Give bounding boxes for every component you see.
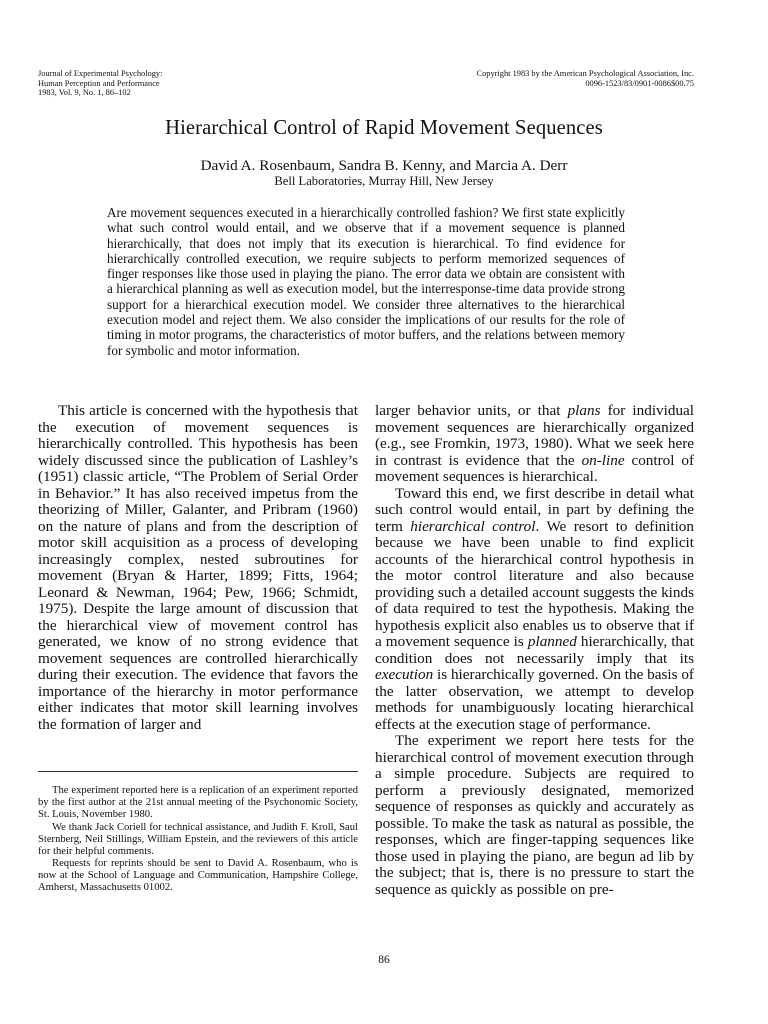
text-run: . We resort to definition because we have been unable to find explicit accounts of the hierarchical control hypothesis in the motor control literature and also because providing such a detailed account suggests the kinds of data required to test the hypothesis. Making the hypothesis explicit also enables us to observe that if a movement sequence is [375,517,694,650]
footnote: The experiment reported here is a replication of an experiment reported by the first author at the 21st annual meeting of the Psychonomic Society, St. Louis, November 1980. [38,785,358,820]
author-list: David A. Rosenbaum, Sandra B. Kenny, and Marcia A. Derr [200,157,568,174]
text-run: is hierarchically governed. On the basis of the latter observation, we attempt to develop methods for unambiguously locating hierarchical effects at the execution stage of performance. [375,666,694,733]
emphasis: plans [567,402,601,419]
footnote: Requests for reprints should be sent to David A. Rosenbaum, who is now at the School of Language and Communication, Hampshire College, Amherst, Massachusetts 01002. [38,858,358,894]
copyright-line: 0096-1523/83/0901-0086$00.75 [585,78,694,88]
page-number: 86 [378,954,390,966]
body-paragraph: The experiment we report here tests for the hierarchical control of movement execution through a simple procedure. Subjects are required to perform a previously designated, memorized sequence of responses as quickly and accurately as possible. To make the task as natural as possible, the responses, which are finger-tapping sequences like those used in playing the piano, are begun ad lib by the subject; that is, there is no pressure to start the sequence as quickly as possible on pre- [375,732,694,898]
copyright-line: Copyright 1983 by the American Psychological Association, Inc. [476,69,694,78]
body-column-left [38,403,358,733]
author-affiliation: Bell Laboratories, Murray Hill, New Jersey [274,174,494,188]
text-run: larger behavior units, or that [375,402,568,419]
journal-line: 1983, Vol. 9, No. 1, 86–102 [38,88,131,98]
text-run: control of movement sequences is hierarchical. [375,451,695,485]
text-run: Toward this end, we first describe in detail what such control would entail, in part by defining the term [375,484,694,535]
body-paragraph [375,403,694,486]
journal-line: Human Perception and Performance [38,78,160,88]
emphasis: execution [375,666,434,683]
text-run: for individual movement sequences are hierarchically organized (e.g., see Fromkin, 1973, 1980). What we seek here in contrast is evidence that the [375,402,695,469]
body-column-right [375,403,694,898]
copyright-notice [400,69,694,88]
footnote-divider [38,771,358,772]
footnotes [38,785,358,895]
journal-citation [38,69,268,98]
article-title: Hierarchical Control of Rapid Movement Sequences [165,117,603,139]
body-paragraph [375,486,694,734]
emphasis: hierarchical control [410,517,536,535]
footnote: We thank Jack Coriell for technical assistance, and Judith F. Kroll, Saul Sternberg, Neil Stillings, William Epstein, and the reviewers of this article for their helpful comments. [38,821,358,857]
emphasis: planned [527,633,577,650]
journal-line: Journal of Experimental Psychology: [38,69,163,78]
body-paragraph: This article is concerned with the hypothesis that the execution of movement sequences is hierarchically controlled. This hypothesis has been widely discussed since the publication of Lashley’s (1951) classic article, “The Problem of Serial Order in Behavior.” It has also received impetus from the theorizing of Miller, Galanter, and Pribram (1960) on the nature of plans and from the description of motor skill acquisition as a process of developing increasingly complex, nested subroutines for movement (Bryan & Harter, 1899; Fitts, 1964; Leonard & Newman, 1964; Pew, 1966; Schmidt, 1975). Despite the large amount of discussion that the hierarchical view of movement control has generated, we know of no strong evidence that movement sequences are controlled hierarchically during their execution. The evidence that favors the importance of the hierarchy in motor performance either indicates that motor skill learning involves the formation of larger and [38,402,358,733]
emphasis: on-line [581,451,625,469]
text-run: hierarchically, that condition does not necessarily imply that its [375,633,694,667]
abstract: Are movement sequences executed in a hierarchically controlled fashion? We first state explicitly what such control would entail, and we observe that if a movement sequence is planned hierarchically, that does not imply that its execution is hierarchical. To find evidence for hierarchically controlled execution, we require subjects to perform memorized sequences of finger responses like those used in playing the piano. The error data we obtain are consistent with a hierarchical planning as well as execution model, but the interresponse-time data provide strong support for a hierarchical execution model. We consider three alternatives to the hierarchical execution model and reject them. We also consider the implications of our results for the role of timing in motor programs, the characteristics of motor buffers, and the relations between memory for symbolic and motor information. [107,205,625,358]
